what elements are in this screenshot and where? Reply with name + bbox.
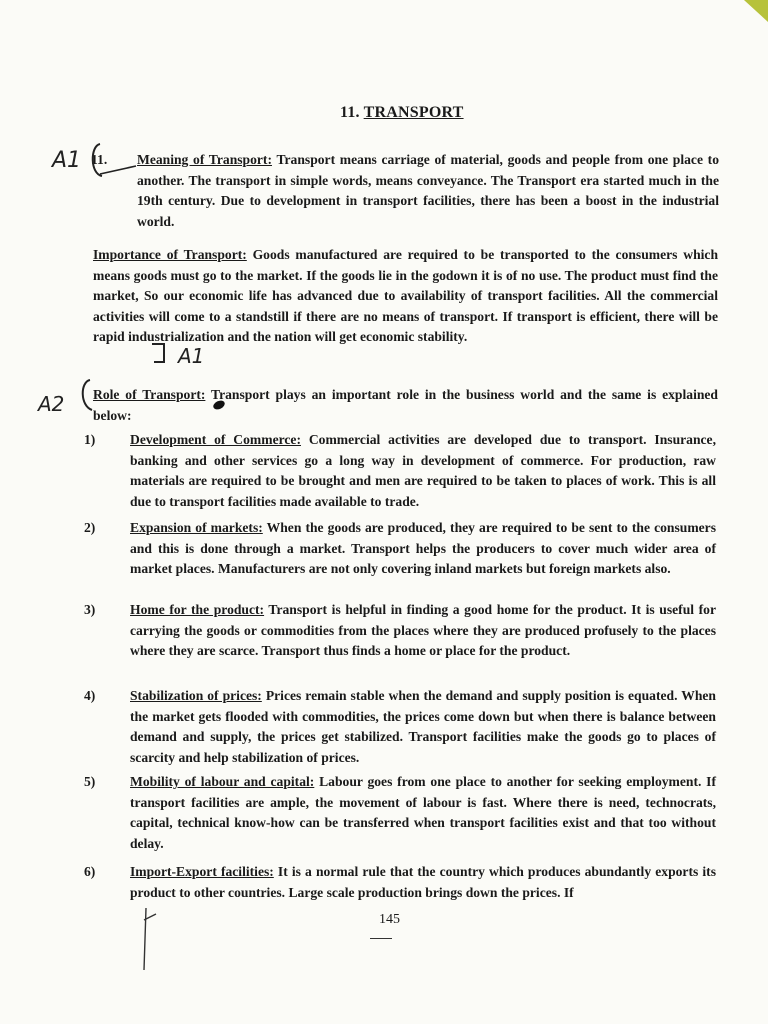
item-heading: Home for the product:: [130, 602, 265, 617]
footer-rule: [370, 938, 392, 939]
section-text: Transport means carriage of material, goods and people from one place to another. The transport in simple words, means conveyance. The Transport era started much in the 19th century. Due to development in transport facilities, there has been a boost in the industrial world.: [137, 152, 720, 229]
item-number: 5): [84, 774, 96, 789]
list-item: [84, 686, 716, 770]
section-heading: Importance of Transport:: [93, 247, 247, 262]
section-heading: Meaning of Transport:: [137, 152, 272, 167]
section-heading: Role of Transport:: [93, 387, 206, 402]
handwritten-annotation: A2: [38, 392, 65, 416]
section-role: [93, 385, 718, 426]
list-item: [84, 772, 716, 856]
item-heading: Stabilization of prices:: [130, 688, 262, 703]
item-heading: Import-Export facilities:: [130, 864, 274, 879]
item-number: 3): [84, 602, 96, 617]
list-item: [84, 518, 716, 602]
item-text: Transport is helpful in finding a good home for the product. It is useful for carrying the goods or commodities from the places where they are produced profusely to the places where they are scarce. Transport thus finds a home or place for the product.: [130, 602, 716, 658]
chapter-number: 11.: [340, 104, 360, 121]
chapter-title-text: TRANSPORT: [363, 104, 464, 121]
chapter-title: [340, 104, 464, 122]
section-text: Transport plays an important role in the business world and the same is explained below:: [93, 387, 718, 423]
bracket-mark-icon: [62, 376, 96, 414]
item-number: 4): [84, 688, 96, 703]
list-item: [84, 600, 716, 684]
item-number: 1): [84, 432, 96, 447]
pen-scribble-icon: [134, 900, 174, 980]
section-importance: [93, 245, 718, 348]
section-meaning: [91, 150, 720, 232]
item-text: Labour goes from one place to another for seeking employment. If transport facilities are ample, the movement of labour is fast. Where there is need, technocrats, capital, technical know-how can be transferred when transport facilities exist and that too without delay.: [130, 774, 716, 851]
page-corner-mark-icon: [730, 0, 768, 40]
section-number: 11.: [91, 152, 108, 167]
item-number: 6): [84, 864, 96, 879]
section-text: Goods manufactured are required to be transported to the consumers which means goods must go to the market. If the goods lie in the godown it is of no use. The product must find the market, So our economic life has advanced due to availability of transport facilities. All the commercial activities will come to a standstill if there are no means of transport. If transport is efficient, there will be rapid industrialization and the nation will get economic stability.: [93, 247, 719, 344]
page-number: 145: [379, 912, 400, 927]
item-heading: Development of Commerce:: [130, 432, 301, 447]
handwritten-annotation: A1: [178, 344, 205, 368]
list-item: [84, 862, 716, 906]
item-number: 2): [84, 520, 96, 535]
bracket-mark-icon: [148, 338, 178, 368]
item-heading: Expansion of markets:: [130, 520, 263, 535]
item-text: When the goods are produced, they are required to be sent to the consumers and this is done through a market. Transport helps the producers to cover much wider area of market places. Manufacturers are not only covering inland markets but foreign markets also.: [130, 520, 717, 576]
handwritten-annotation: A1: [52, 148, 82, 173]
item-text: Commercial activities are developed due to transport. Insurance, banking and other services go a long way in development of commerce. For production, raw materials are required to be brought and men are required to be taken to places of work. This is all due to transport facilities made available to trade.: [130, 432, 716, 509]
item-text: Prices remain stable when the demand and supply position is equated. When the market gets flooded with commodities, the prices come down but when there is balance between demand and supply, the prices get stabilized. Transport facilities make the goods go to places of scarcity and help stabilization of prices.: [130, 688, 716, 765]
bracket-mark-icon: [80, 140, 140, 180]
item-text: It is a normal rule that the country which produces abundantly exports its product to other countries. Large scale production brings down the prices. If: [130, 864, 716, 900]
ink-dot-icon: [212, 398, 228, 412]
item-heading: Mobility of labour and capital:: [130, 774, 315, 789]
list-item: [84, 430, 716, 514]
